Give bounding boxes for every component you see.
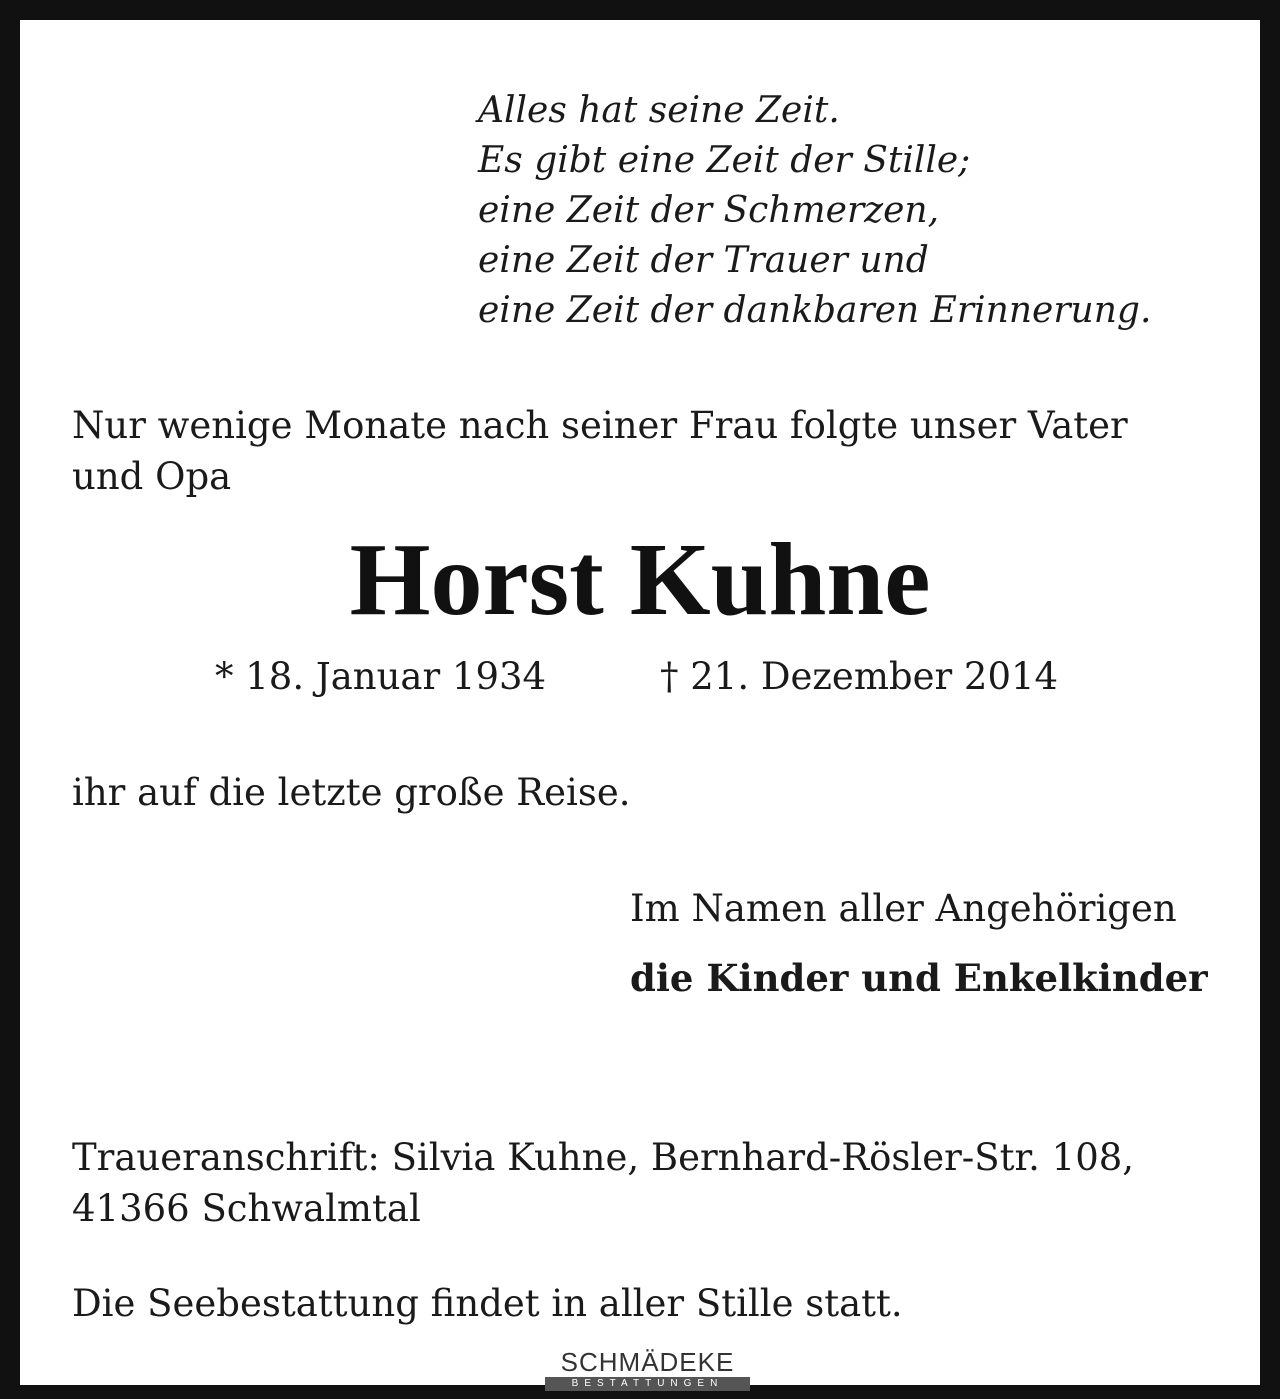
death-date: † 21. Dezember 2014 [660, 655, 1059, 698]
poem-line: eine Zeit der Trauer und [478, 240, 929, 281]
funeral-home-logo [545, 1347, 750, 1389]
journey-line: ihr auf die letzte große Reise. [72, 771, 631, 814]
poem-line: eine Zeit der dankbaren Erinnerung. [478, 290, 1152, 331]
burial-note: Die Seebestattung findet in aller Stille statt. [72, 1282, 903, 1325]
signature-line-2: die Kinder und Enkelkinder [630, 956, 1208, 1000]
logo-main-text: SCHMÄDEKE [560, 1347, 735, 1377]
intro-line-2: und Opa [72, 455, 232, 498]
deceased-name: Horst Kuhne [349, 522, 931, 637]
address-line-1: Traueranschrift: Silvia Kuhne, Bernhard-Rösler-Str. 108, [72, 1136, 1135, 1179]
logo-sub-text: BESTATTUNGEN [545, 1377, 750, 1391]
signature-line-1: Im Namen aller Angehörigen [630, 887, 1177, 930]
poem-line: Es gibt eine Zeit der Stille; [478, 140, 971, 181]
intro-line-1: Nur wenige Monate nach seiner Frau folgte unser Vater [72, 404, 1128, 447]
address-line-2: 41366 Schwalmtal [72, 1187, 421, 1230]
poem-line: eine Zeit der Schmerzen, [478, 190, 940, 231]
birth-date: * 18. Januar 1934 [215, 655, 547, 698]
poem [478, 86, 1151, 336]
poem-line: Alles hat seine Zeit. [478, 90, 840, 131]
